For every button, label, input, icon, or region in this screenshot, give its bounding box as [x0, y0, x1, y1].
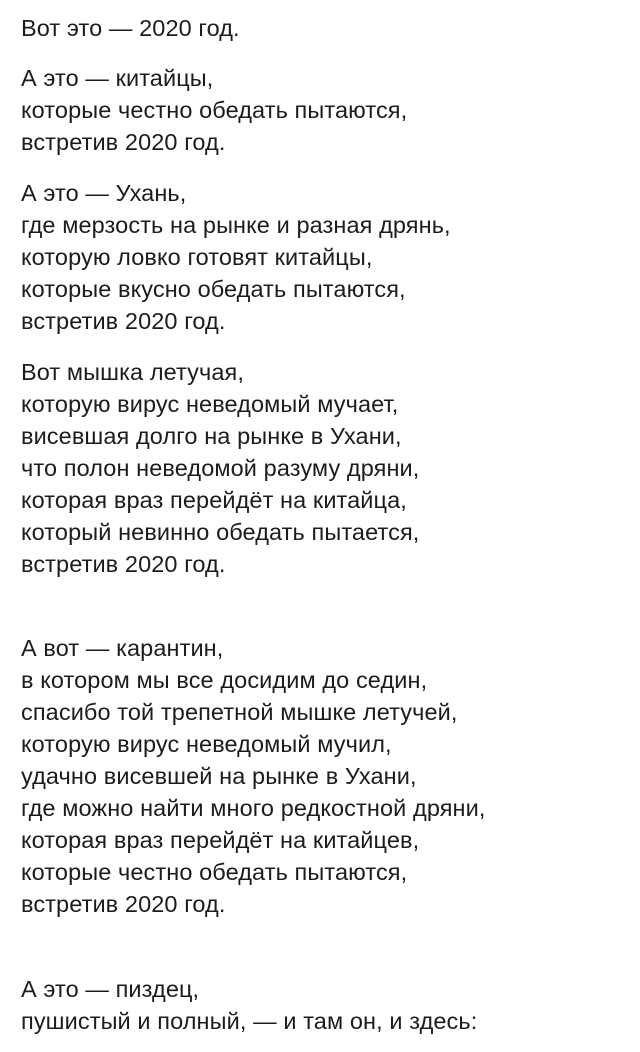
poem-line: которую вирус неведомый мучил, — [21, 731, 392, 757]
poem-line: которая враз перейдёт на китайцев, — [21, 827, 420, 853]
stanza-1 — [21, 12, 240, 44]
poem-line: которые честно обедать пытаются, — [21, 859, 408, 885]
poem-line: которую ловко готовят китайцы, — [21, 244, 373, 270]
poem-line: висевшая долго на рынке в Ухани, — [21, 423, 402, 449]
poem-line: которую вирус неведомый мучает, — [21, 391, 399, 417]
poem-line: А это — китайцы, — [21, 65, 214, 91]
poem-line: А вот — карантин, — [21, 635, 224, 661]
poem-line: который невинно обедать пытается, — [21, 519, 420, 545]
poem-line: которые честно обедать пытаются, — [21, 97, 408, 123]
poem-line: А это — Ухань, — [21, 180, 187, 206]
poem-line: встретив 2020 год. — [21, 551, 226, 577]
poem-line: А это — пиздец, — [21, 976, 200, 1002]
poem-line: где можно найти много редкостной дряни, — [21, 795, 486, 821]
poem-line: которые вкусно обедать пытаются, — [21, 276, 406, 302]
poem-line: Вот это — 2020 год. — [21, 15, 240, 41]
poem-line: где мерзость на рынке и разная дрянь, — [21, 212, 451, 238]
stanza-4 — [21, 356, 419, 580]
stanza-2 — [21, 62, 407, 158]
stanza-3 — [21, 177, 451, 337]
poem-line: Вот мышка летучая, — [21, 359, 244, 385]
poem-line: встретив 2020 год. — [21, 129, 226, 155]
poem-line: встретив 2020 год. — [21, 308, 226, 334]
poem-line: встретив 2020 год. — [21, 891, 226, 917]
stanza-5 — [21, 632, 485, 920]
stanza-6 — [21, 973, 477, 1037]
poem-line: спасибо той трепетной мышке летучей, — [21, 699, 458, 725]
poem-line: в котором мы все досидим до седин, — [21, 667, 428, 693]
poem-line: что полон неведомой разуму дряни, — [21, 455, 420, 481]
poem-line: пушистый и полный, — и там он, и здесь: — [21, 1008, 478, 1034]
poem-line: удачно висевшей на рынке в Ухани, — [21, 763, 417, 789]
poem-line: которая враз перейдёт на китайца, — [21, 487, 407, 513]
